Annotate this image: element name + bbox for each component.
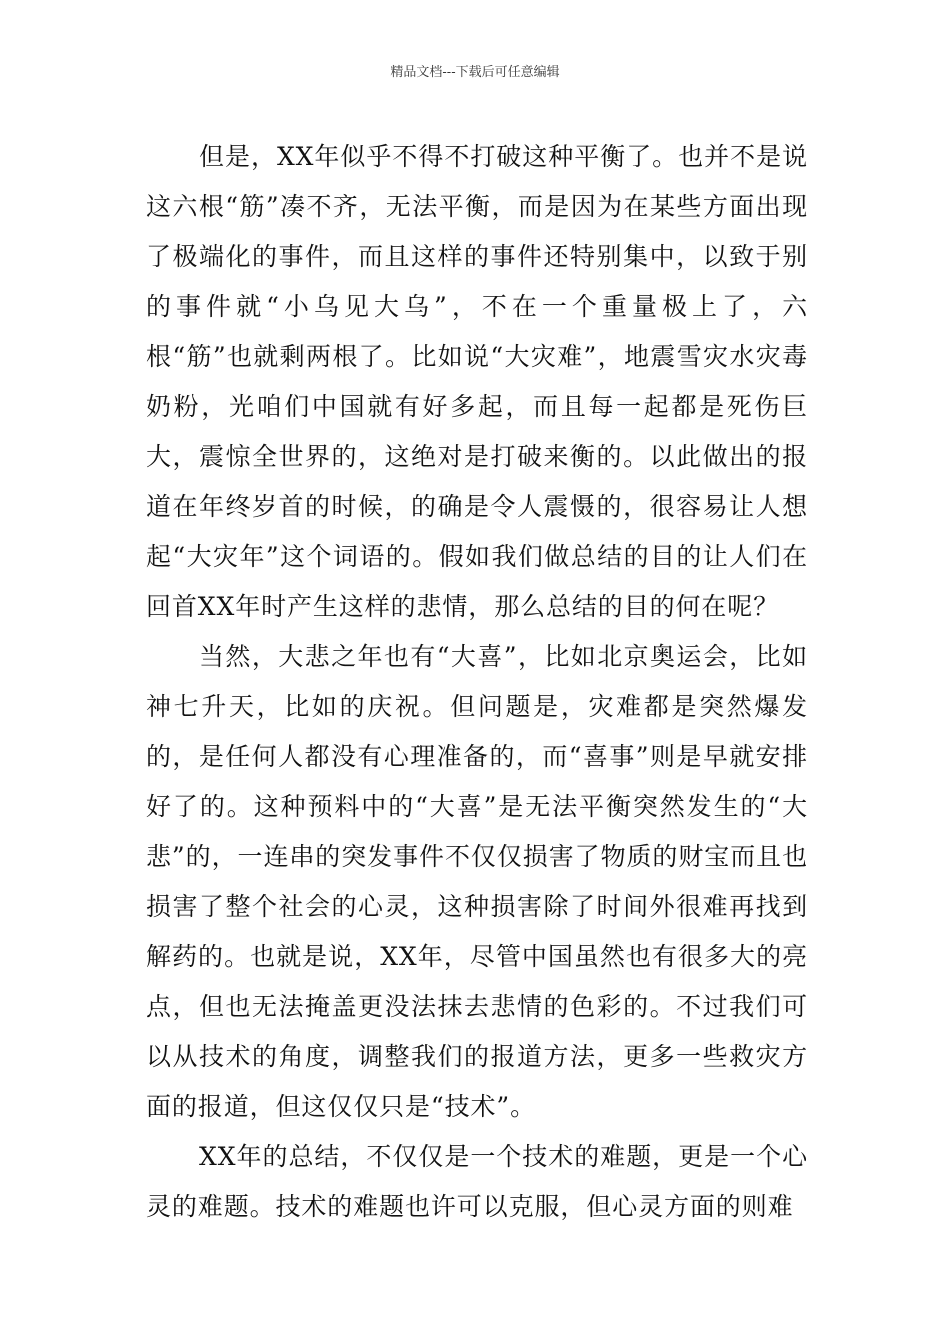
document-body [146,132,808,1232]
paragraph-2: 当然，大悲之年也有“大喜”，比如北京奥运会，比如神七升天，比如的庆祝。但问题是，灾难都是突然爆发的，是任何人都没有心理准备的，而“喜事”则是早就安排好了的。这种预料中的“大喜”是无法平衡突然发生的“大悲”的，一连串的突发事件不仅仅损害了物质的财宝而且也损害了整个社会的心灵，这种损害除了时间外很难再找到解药的。也就是说，XX年，尽管中国虽然也有很多大的亮点，但也无法掩盖更没法抹去悲情的色彩的。不过我们可以从技术的角度，调整我们的报道方法，更多一些救灾方面的报道，但这仅仅只是“技术”。 [146,642,808,1121]
paragraph-1: 但是，XX年似乎不得不打破这种平衡了。也并不是说这六根“筋”凑不齐，无法平衡，而是因为在某些方面出现了极端化的事件，而且这样的事件还特别集中，以致于别的事件就“小乌见大乌”，不在一个重量极上了，六根“筋”也就剩两根了。比如说“大灾难”，地震雪灾水灾毒奶粉，光咱们中国就有好多起，而且每一起都是死伤巨大，震惊全世界的，这绝对是打破来衡的。以此做出的报道在年终岁首的时候，的确是令人震慑的，很容易让人想起“大灾年”这个词语的。假如我们做总结的目的让人们在回首XX年时产生这样的悲情，那么总结的目的何在呢？ [146,142,808,621]
paragraph-3: XX年的总结，不仅仅是一个技术的难题，更是一个心灵的难题。技术的难题也许可以克服，但心灵方面的则难 [146,1142,808,1221]
page-header: 精品文档---下载后可任意编辑 [390,65,560,80]
